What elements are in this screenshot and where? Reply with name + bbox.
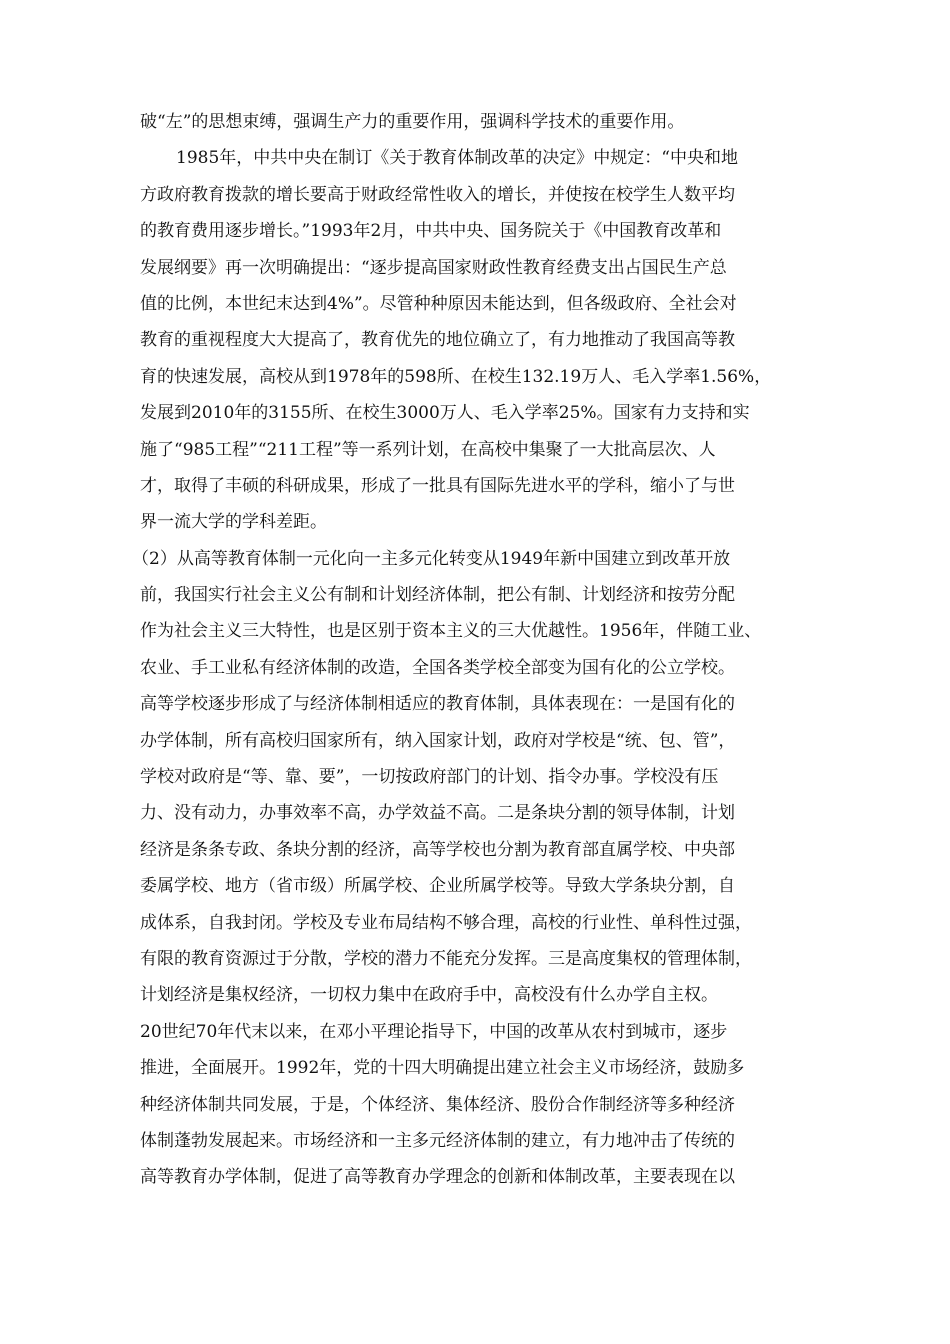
text-line: 育的快速发展，高校从到1978年的598所、在校生132.19万人、毛入学率1.56%，: [140, 366, 772, 387]
text-line: 高等学校逐步形成了与经济体制相适应的教育体制，具体表现在：一是国有化的: [140, 694, 735, 715]
text-line: 有限的教育资源过于分散，学校的潜力不能充分发挥。三是高度集权的管理体制，: [140, 948, 752, 969]
text-line: 推进，全面展开。1992年，党的十四大明确提出建立社会主义市场经济，鼓励多: [140, 1058, 745, 1079]
text-line: 前，我国实行社会主义公有制和计划经济体制，把公有制、计划经济和按劳分配: [140, 585, 735, 606]
text-line: 的教育费用逐步增长。”1993年2月，中共中央、国务院关于《中国教育改革和: [140, 221, 722, 242]
text-line: 发展纲要》再一次明确提出：“逐步提高国家财政性教育经费支出占国民生产总: [140, 257, 727, 278]
body-text: [132, 104, 830, 1196]
text-line: 种经济体制共同发展，于是，个体经济、集体经济、股份合作制经济等多种经济: [140, 1094, 735, 1115]
text-line: 高等教育办学体制，促进了高等教育办学理念的创新和体制改革，主要表现在以: [140, 1167, 735, 1188]
text-line: 经济是条条专政、条块分割的经济，高等学校也分割为教育部直属学校、中央部: [140, 839, 735, 860]
text-line: 学校对政府是“等、靠、要”，一切按政府部门的计划、指令办事。学校没有压: [140, 767, 719, 788]
text-line: 农业、手工业私有经济体制的改造，全国各类学校全部变为国有化的公立学校。: [140, 657, 735, 678]
text-line: 20世纪70年代末以来，在邓小平理论指导下，中国的改革从农村到城市，逐步: [140, 1021, 728, 1042]
text-line: 计划经济是集权经济，一切权力集中在政府手中，高校没有什么办学自主权。: [140, 985, 718, 1006]
text-line: 委属学校、地方（省市级）所属学校、企业所属学校等。导致大学条块分割，自: [140, 876, 735, 897]
section-heading-line: （2）从高等教育体制一元化向一主多元化转变从1949年新中国建立到改革开放: [132, 548, 731, 569]
text-line: 体制蓬勃发展起来。市场经济和一主多元经济体制的建立，有力地冲击了传统的: [140, 1130, 735, 1151]
text-line: 界一流大学的学科差距。: [140, 512, 327, 533]
text-line: 教育的重视程度大大提高了，教育优先的地位确立了，有力地推动了我国高等教: [140, 330, 735, 351]
text-line: 破“左”的思想束缚，强调生产力的重要作用，强调科学技术的重要作用。: [140, 112, 685, 132]
text-line: 作为社会主义三大特性，也是区别于资本主义的三大优越性。1956年，伴随工业、: [140, 621, 762, 642]
text-line: 方政府教育拨款的增长要高于财政经常性收入的增长，并使按在校学生人数平均: [140, 184, 735, 205]
text-line: 才，取得了丰硕的科研成果，形成了一批具有国际先进水平的学科，缩小了与世: [140, 475, 735, 496]
text-line: 成体系，自我封闭。学校及专业布局结构不够合理，高校的行业性、单科性过强，: [140, 912, 752, 933]
text-line: 施了“985工程”“211工程”等一系列计划，在高校中集聚了一大批高层次、人: [140, 439, 716, 460]
text-line: 办学体制，所有高校归国家所有，纳入国家计划，政府对学校是“统、包、管”，: [140, 730, 736, 751]
text-line: 力、没有动力，办事效率不高，办学效益不高。二是条块分割的领导体制，计划: [140, 803, 735, 824]
text-line: 1985年，中共中央在制订《关于教育体制改革的决定》中规定：“中央和地: [176, 148, 738, 169]
text-line: 发展到2010年的3155所、在校生3000万人、毛入学率25%。国家有力支持和实: [140, 403, 750, 424]
text-line: 值的比例，本世纪末达到4%”。尽管种种原因未能达到，但各级政府、全社会对: [140, 293, 737, 314]
